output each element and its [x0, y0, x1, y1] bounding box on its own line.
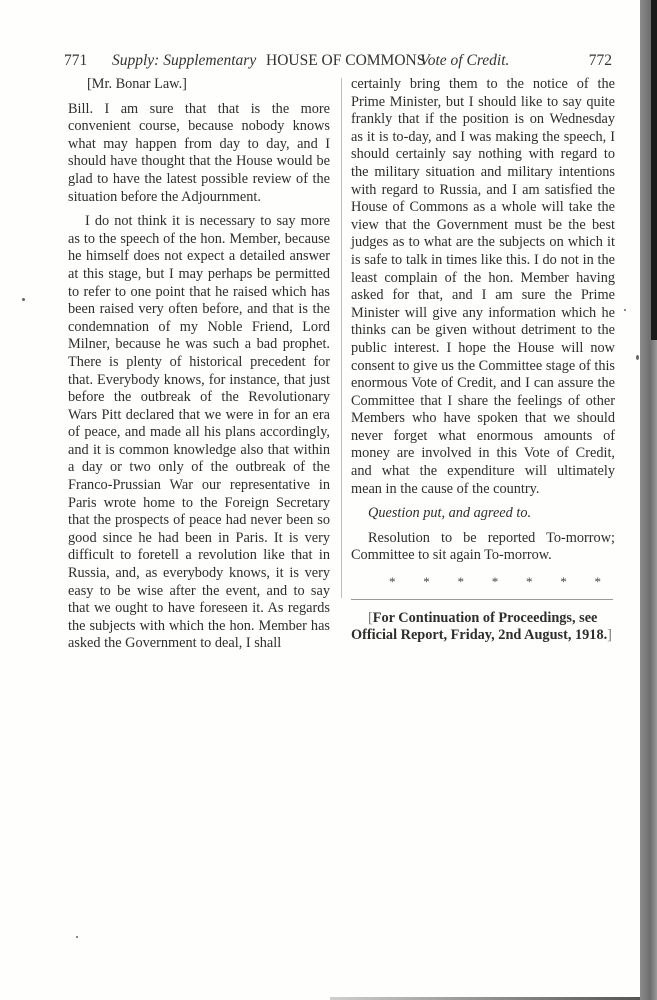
question-text: Question put, and agreed to.: [368, 505, 532, 522]
scanner-edge: [651, 0, 657, 340]
resolution: Resolution to be reported To-morrow; Committee to sit again To-morrow.: [351, 529, 615, 564]
star: *: [526, 574, 533, 590]
paragraph: I do not think it is necessary to say more as to the speech of the hon. Member, because he himself does not expect a detailed answer at this stage, but I may perhaps be permitted to refer to one point that he raised which has been raised very often before, and that is the condemnation of my Noble Friend, Lord Milner, because he was such a bad prophet. There is plenty of historical precedent for that. Everybody knows, for instance, that just before the outbreak of the Revolutionary Wars Pitt declared that we were in for an era of peace, and made all his plans accordingly, and it is common knowledge also that within a day or two only of the outbreak of the Franco-Prussian War our representative in Paris wrote home to the Foreign Secretary that the prospects of peace had never been so good since he had been in Paris. It is very difficult to foretell a revolution like that in Russia, and, as everybody knows, it is very easy to be wise after the event, and to say that we ought to have foreseen it. As regards the subjects with which the hon. Member has asked the Government to deal, I shall: [68, 213, 330, 652]
question-put: [351, 505, 615, 523]
center-running-title: HOUSE OF COMMONS: [266, 52, 426, 69]
scan-speck: [76, 936, 78, 938]
section-separator-stars: [351, 573, 615, 591]
star: *: [389, 574, 396, 590]
scan-speck: [22, 298, 25, 301]
star: *: [423, 574, 430, 590]
star: *: [594, 574, 601, 590]
left-page-number: 771: [64, 52, 88, 69]
paragraph: Bill. I am sure that that is the more convenient course, because nobody knows what may happen from day to day, and I should have thought that the House would be glad to have the latest possible review of the situation before the Adjournment.: [68, 100, 330, 205]
page-header: [64, 52, 612, 70]
horizontal-rule: [351, 599, 613, 600]
close-bracket: ]: [607, 627, 612, 644]
column-divider: [341, 78, 342, 598]
speaker-attribution: [Mr. Bonar Law.]: [87, 76, 187, 92]
star: *: [491, 574, 499, 590]
star: *: [560, 574, 567, 590]
paragraph: certainly bring them to the notice of the Prime Minister, but I should like to say quite frankly that if the position is on Wednesday as it is to-day, and I was making the speech, I should certainly say nothing with regard to the military situation and military intentions with regard to Russia, and I am satisfied the House of Commons as a whole will take the view that the Government must be the best judges as to what are the subjects on which it is safe to talk in times like this. I do not in the least complain of the hon. Member having asked for that, and I am sure the Prime Minister will give any information which he thinks can be given without detriment to the public interest. I hope the House will now consent to give us the Committee stage of this enormous Vote of Credit, and I can assure the Committee that I share the feelings of other Members who have spoken that we should never forget what enormous amounts of money are involved in this Vote of Credit, and what the expenditure will ultimately mean in the cause of the country.: [351, 76, 615, 497]
scan-speck: [636, 355, 639, 360]
scan-speck: [624, 309, 626, 311]
left-column: [68, 76, 330, 653]
continuation-note: [351, 610, 615, 645]
right-column: [351, 76, 615, 645]
right-running-title: Vote of Credit.: [420, 52, 510, 69]
right-page-number: 772: [588, 52, 612, 69]
continuation-text: For Continuation of Proceedings, see Official Report, Friday, 2nd August, 1918.: [351, 609, 608, 644]
open-bracket: [: [368, 609, 373, 626]
star: *: [457, 574, 464, 590]
left-running-title: Supply: Supplementary: [112, 52, 257, 69]
